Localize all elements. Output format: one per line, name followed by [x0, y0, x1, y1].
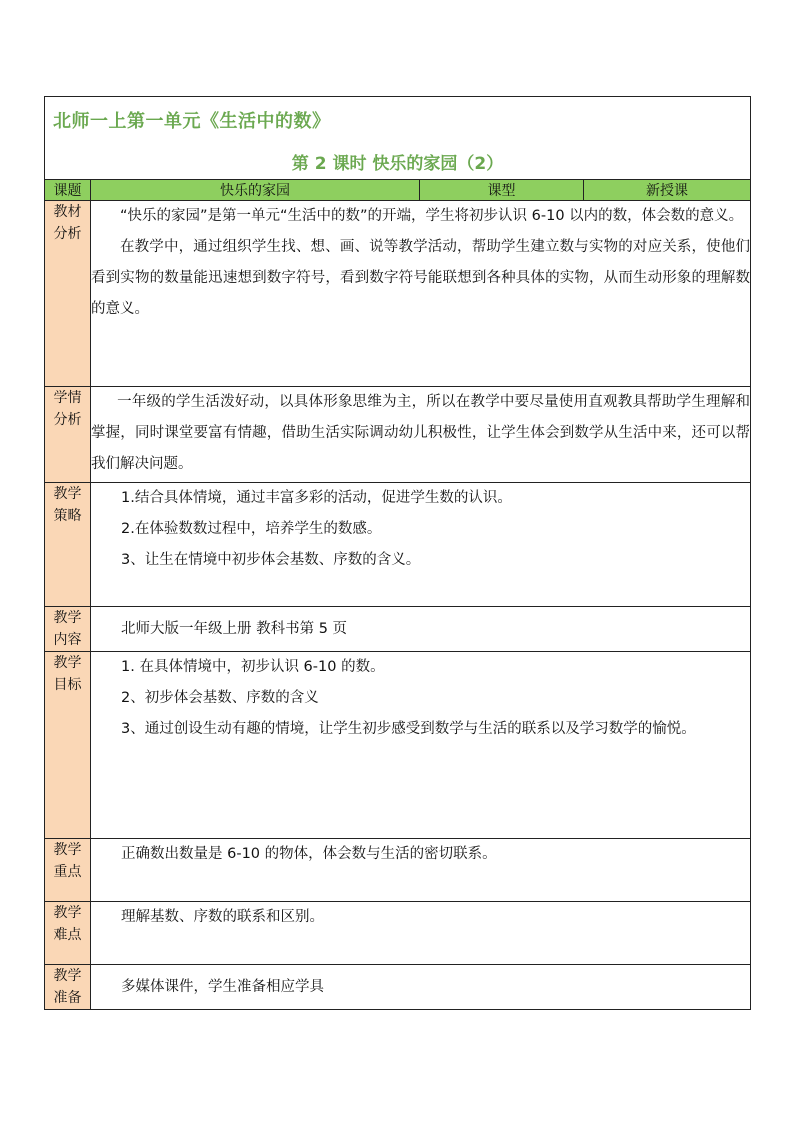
- difficulties-text: 理解基数、序数的联系和区别。: [121, 909, 324, 925]
- lesson-plan-table: [44, 96, 751, 1010]
- student-analysis-para1: 一年级的学生活泼好动，以具体形象思维为主，所以在教学中要尽量使用直观教具帮助学生理解和掌握，同时课堂要富有情趣，借助生活实际调动幼儿积极性，让学生体会到数学从生活中来，还可以帮我们解决问题。: [91, 394, 750, 472]
- type-value: 新授课: [584, 180, 751, 201]
- difficulties-label: [45, 902, 91, 965]
- strategy-item: 1.结合具体情境，通过丰富多彩的活动，促进学生数的认识。: [121, 490, 512, 506]
- type-label: 课型: [420, 180, 584, 201]
- goals-row: [45, 652, 751, 839]
- key-points-label: [45, 839, 91, 902]
- preparation-text: 多媒体课件，学生准备相应学具: [121, 978, 324, 995]
- label-line: 内容: [53, 632, 82, 648]
- label-line: 分析: [53, 412, 82, 428]
- student-analysis-content: [91, 387, 751, 483]
- textbook-analysis-content: [91, 201, 751, 387]
- goal-item: 3、通过创设生动有趣的情境，让学生初步感受到数学与生活的联系以及学习数学的愉悦。: [121, 721, 696, 737]
- topic-label: 课题: [45, 180, 91, 201]
- goal-item: 2、初步体会基数、序数的含义: [121, 690, 319, 706]
- student-analysis-row: [45, 387, 751, 483]
- textbook-analysis-para2: 在教学中，通过组织学生找、想、画、说等教学活动，帮助学生建立数与实物的对应关系，使他们看到实物的数量能迅速想到数字符号，看到数字符号能联想到各种具体的实物，从而生动形象的理解数的意义。: [91, 239, 750, 317]
- key-points-text: 正确数出数量是 6-10 的物体，体会数与生活的密切联系。: [121, 846, 497, 862]
- label-line: 准备: [53, 990, 82, 1006]
- label-line: 教学: [53, 655, 82, 671]
- title-cell: [45, 97, 751, 180]
- label-line: 教学: [53, 905, 82, 921]
- document-title: 北师一上第一单元《生活中的数》: [53, 111, 331, 132]
- student-analysis-label: [45, 387, 91, 483]
- label-line: 教学: [53, 610, 82, 626]
- preparation-row: [45, 965, 751, 1010]
- preparation-content: [91, 965, 751, 1010]
- label-line: 目标: [53, 677, 82, 693]
- label-line: 教学: [53, 968, 82, 984]
- header-row: [45, 180, 751, 201]
- strategy-content: [91, 483, 751, 607]
- content-text: 北师大版一年级上册 教科书第 5 页: [121, 620, 348, 637]
- label-line: 教学: [53, 842, 82, 858]
- goals-label: [45, 652, 91, 839]
- key-points-row: [45, 839, 751, 902]
- content-row: [45, 607, 751, 652]
- topic-value: 快乐的家园: [91, 180, 420, 201]
- difficulties-content: [91, 902, 751, 965]
- label-line: 学情: [53, 390, 82, 406]
- label-line: 分析: [53, 226, 82, 242]
- goals-content: [91, 652, 751, 839]
- label-line: 策略: [53, 508, 82, 524]
- textbook-analysis-row: [45, 201, 751, 387]
- label-line: 教学: [53, 486, 82, 502]
- goal-item: 1. 在具体情境中，初步认识 6-10 的数。: [121, 659, 385, 675]
- textbook-analysis-para1: “快乐的家园”是第一单元“生活中的数”的开端，学生将初步认识 6-10 以内的数，体会数的意义。: [120, 208, 744, 224]
- content-label: [45, 607, 91, 652]
- strategy-item: 3、让生在情境中初步体会基数、序数的含义。: [121, 552, 421, 568]
- difficulties-row: [45, 902, 751, 965]
- textbook-analysis-label: [45, 201, 91, 387]
- strategy-row: [45, 483, 751, 607]
- label-line: 重点: [53, 864, 82, 880]
- label-line: 教材: [53, 204, 82, 220]
- preparation-label: [45, 965, 91, 1010]
- label-line: 难点: [53, 927, 82, 943]
- key-points-content: [91, 839, 751, 902]
- strategy-item: 2.在体验数数过程中，培养学生的数感。: [121, 521, 382, 537]
- content-text-cell: [91, 607, 751, 652]
- strategy-label: [45, 483, 91, 607]
- lesson-subtitle: 第 2 课时 快乐的家园（2）: [291, 154, 504, 174]
